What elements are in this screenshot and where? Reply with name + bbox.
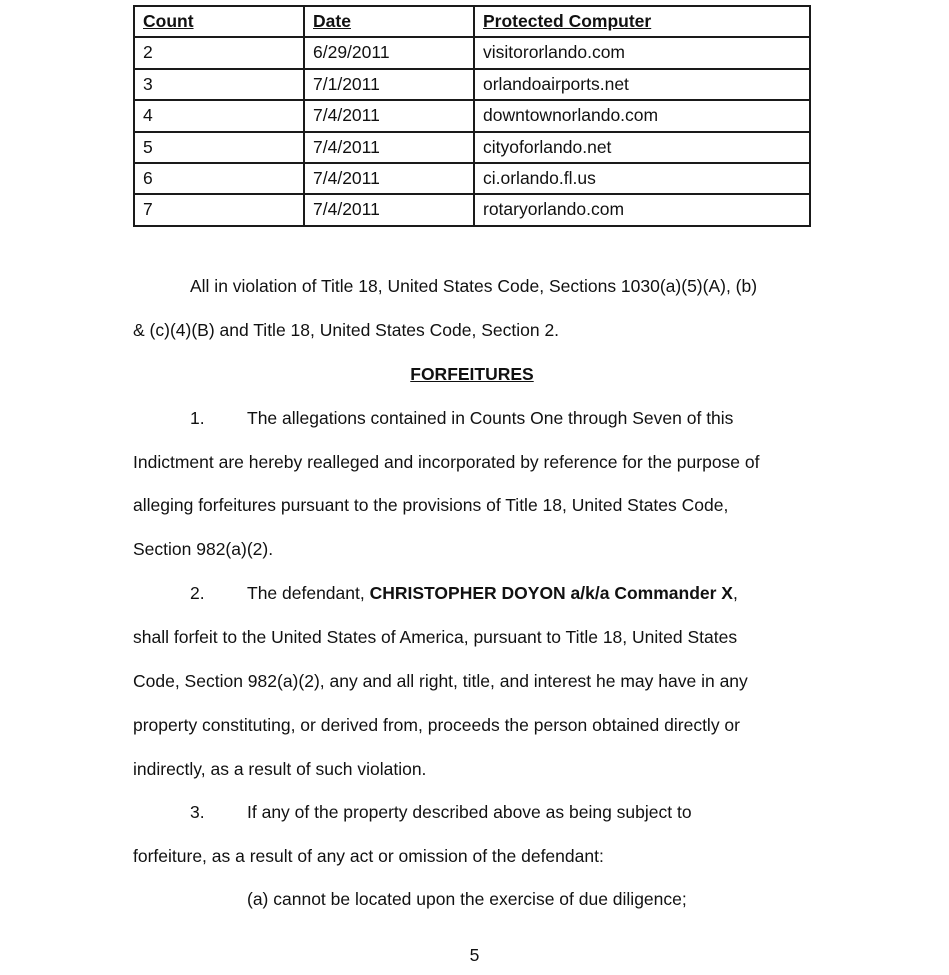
cell-date: 6/29/2011 xyxy=(304,37,474,68)
paragraph-1-line-1: The allegations contained in Counts One through Seven of this xyxy=(247,408,734,428)
header-date: Date xyxy=(304,6,474,37)
table-row xyxy=(134,163,810,194)
cell-date: 7/4/2011 xyxy=(304,163,474,194)
paragraph-3-number: 3. xyxy=(190,802,205,822)
cell-count: 2 xyxy=(134,37,304,68)
table-row xyxy=(134,132,810,163)
paragraph-1-line-2: Indictment are hereby realleged and incorporated by reference for the purpose of xyxy=(133,452,760,472)
paragraph-2-line-5: indirectly, as a result of such violation. xyxy=(133,759,427,779)
forfeitures-heading: FORFEITURES xyxy=(410,364,534,384)
table-row xyxy=(134,37,810,68)
cell-date: 7/4/2011 xyxy=(304,194,474,225)
cell-count: 6 xyxy=(134,163,304,194)
table-header-row xyxy=(134,6,810,37)
cell-count: 5 xyxy=(134,132,304,163)
paragraph-2-number: 2. xyxy=(190,583,205,603)
paragraph-2-prefix: The defendant, xyxy=(247,583,370,603)
cell-computer: orlandoairports.net xyxy=(474,69,810,100)
paragraph-2-line-4: property constituting, or derived from, proceeds the person obtained directly or xyxy=(133,715,740,735)
paragraph-1-line-3: alleging forfeitures pursuant to the provisions of Title 18, United States Code, xyxy=(133,495,729,515)
defendant-name: CHRISTOPHER DOYON a/k/a Commander X xyxy=(369,583,733,603)
paragraph-2-line-2: shall forfeit to the United States of America, pursuant to Title 18, United States xyxy=(133,627,738,647)
paragraph-3-line-1: If any of the property described above as being subject to xyxy=(247,802,692,822)
table-row xyxy=(134,69,810,100)
violation-line-1: All in violation of Title 18, United States Code, Sections 1030(a)(5)(A), (b) xyxy=(190,276,758,296)
paragraph-2-suffix: , xyxy=(732,583,738,603)
paragraph-1-number: 1. xyxy=(190,408,205,428)
paragraph-2-line-1 xyxy=(247,585,738,603)
cell-date: 7/4/2011 xyxy=(304,132,474,163)
paragraph-3-item-a: (a) cannot be located upon the exercise of due diligence; xyxy=(247,889,687,909)
cell-date: 7/4/2011 xyxy=(304,100,474,131)
header-count: Count xyxy=(134,6,304,37)
cell-date: 7/1/2011 xyxy=(304,69,474,100)
table-row xyxy=(134,100,810,131)
cell-count: 7 xyxy=(134,194,304,225)
header-protected-computer: Protected Computer xyxy=(474,6,810,37)
cell-count: 3 xyxy=(134,69,304,100)
paragraph-2-line-3: Code, Section 982(a)(2), any and all right, title, and interest he may have in any xyxy=(133,671,748,691)
cell-computer: cityoforlando.net xyxy=(474,132,810,163)
cell-computer: rotaryorlando.com xyxy=(474,194,810,225)
page-number: 5 xyxy=(469,945,480,965)
table-row xyxy=(134,194,810,225)
counts-table xyxy=(133,5,811,227)
cell-count: 4 xyxy=(134,100,304,131)
paragraph-1-line-4: Section 982(a)(2). xyxy=(133,539,274,559)
cell-computer: visitororlando.com xyxy=(474,37,810,68)
violation-line-2: & (c)(4)(B) and Title 18, United States Code, Section 2. xyxy=(133,320,560,340)
paragraph-3-line-2: forfeiture, as a result of any act or omission of the defendant: xyxy=(133,846,604,866)
cell-computer: downtownorlando.com xyxy=(474,100,810,131)
cell-computer: ci.orlando.fl.us xyxy=(474,163,810,194)
